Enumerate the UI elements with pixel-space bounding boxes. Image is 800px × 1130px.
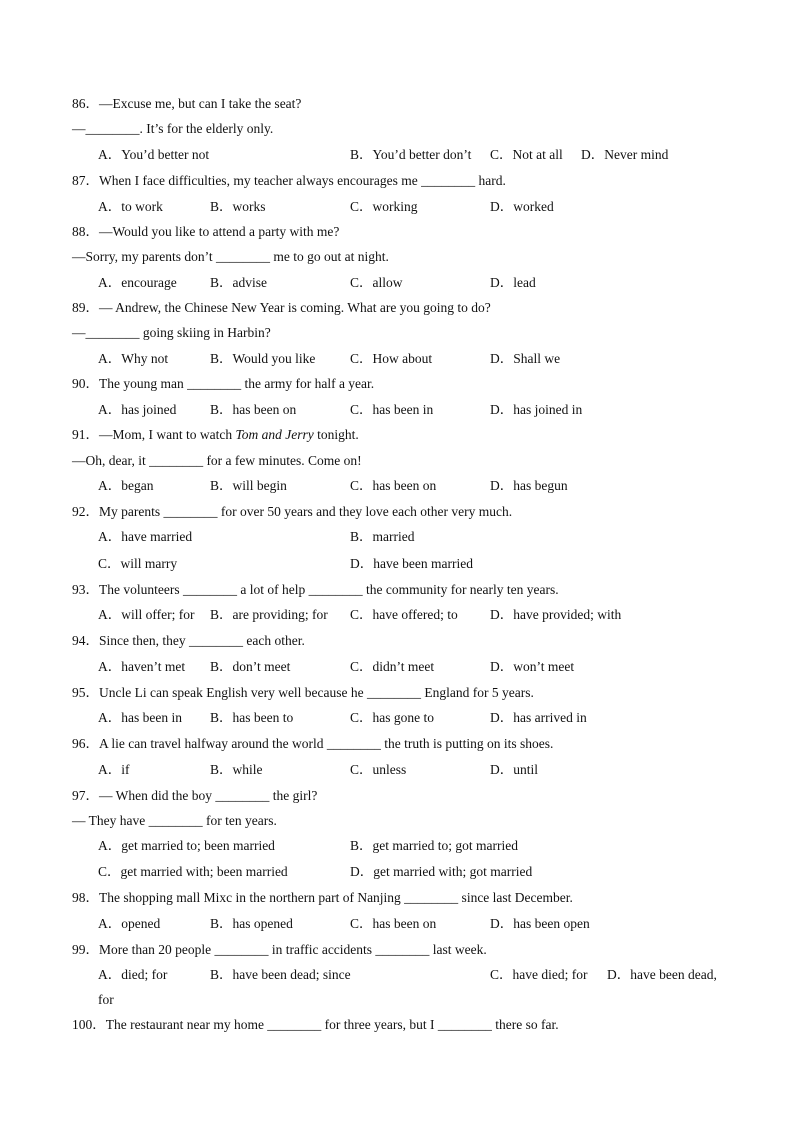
option-c: C．didn’t meet bbox=[350, 659, 435, 674]
option-c: C．working bbox=[350, 199, 418, 214]
question-91-stem-pre: 91．—Mom, I want to watch bbox=[72, 427, 236, 442]
option-a: A．began bbox=[98, 478, 154, 493]
question-98-options bbox=[0, 915, 800, 933]
question-93-stem: 93．The volunteers ________ a lot of help ________ the community for nearly ten years. bbox=[72, 582, 559, 597]
option-d: D．has begun bbox=[490, 478, 568, 493]
option-b: B．are providing; for bbox=[210, 607, 328, 622]
option-b: B．has been to bbox=[210, 710, 294, 725]
option-b: B．has been on bbox=[210, 402, 297, 417]
question-91-reply: —Oh, dear, it ________ for a few minutes. Come on! bbox=[72, 453, 362, 468]
option-a: A．to work bbox=[98, 199, 163, 214]
question-86-reply: —________. It’s for the elderly only. bbox=[72, 121, 274, 136]
question-87-options bbox=[0, 198, 800, 216]
question-87-stem: 87．When I face difficulties, my teacher always encourages me ________ hard. bbox=[72, 173, 506, 188]
question-88-reply: —Sorry, my parents don’t ________ me to go out at night. bbox=[72, 249, 389, 264]
question-89-stem: 89．— Andrew, the Chinese New Year is coming. What are you going to do? bbox=[72, 300, 491, 315]
question-88-options bbox=[0, 274, 800, 292]
option-c: C．has been in bbox=[350, 402, 434, 417]
question-97-stem: 97．— When did the boy ________ the girl? bbox=[72, 788, 318, 803]
question-88-stem: 88．—Would you like to attend a party with me? bbox=[72, 224, 340, 239]
question-90-stem: 90．The young man ________ the army for half a year. bbox=[72, 376, 375, 391]
question-93-options bbox=[0, 606, 800, 624]
option-a: A．get married to; been married bbox=[98, 838, 275, 853]
question-96-stem: 96．A lie can travel halfway around the world ________ the truth is putting on its shoes. bbox=[72, 736, 554, 751]
option-c: C．Not at all bbox=[490, 147, 563, 162]
question-90-options bbox=[0, 401, 800, 419]
option-d: D．Shall we bbox=[490, 351, 561, 366]
option-d: D．has joined in bbox=[490, 402, 583, 417]
question-91-stem bbox=[72, 426, 359, 444]
option-d-continued: for bbox=[98, 992, 114, 1007]
option-d: D．get married with; got married bbox=[350, 864, 533, 879]
question-95-options bbox=[0, 709, 800, 727]
question-98-stem: 98．The shopping mall Mixc in the northern part of Nanjing ________ since last December. bbox=[72, 890, 573, 905]
question-89-options bbox=[0, 350, 800, 368]
question-86-options bbox=[0, 146, 800, 164]
option-b: B．You’d better don’t bbox=[350, 147, 472, 162]
question-91-stem-post: tonight. bbox=[313, 427, 359, 442]
option-b: B．get married to; got married bbox=[350, 838, 518, 853]
question-89-reply: —________ going skiing in Harbin? bbox=[72, 325, 271, 340]
question-91-options bbox=[0, 477, 800, 495]
option-d: D．worked bbox=[490, 199, 554, 214]
option-a: A．encourage bbox=[98, 275, 177, 290]
question-92-stem: 92．My parents ________ for over 50 years and they love each other very much. bbox=[72, 504, 513, 519]
option-b: B．Would you like bbox=[210, 351, 316, 366]
option-c: C．unless bbox=[350, 762, 407, 777]
option-d: D．until bbox=[490, 762, 539, 777]
option-c: C．has gone to bbox=[350, 710, 434, 725]
option-d: D．have provided; with bbox=[490, 607, 622, 622]
option-c: C．has been on bbox=[350, 916, 437, 931]
option-b: B．married bbox=[350, 529, 415, 544]
option-c: C．have died; for bbox=[490, 967, 588, 982]
question-91-title: Tom and Jerry bbox=[235, 427, 314, 442]
option-b: B．has opened bbox=[210, 916, 293, 931]
option-a: A．has joined bbox=[98, 402, 177, 417]
question-94-stem: 94．Since then, they ________ each other. bbox=[72, 633, 305, 648]
option-b: B．while bbox=[210, 762, 263, 777]
option-b: B．works bbox=[210, 199, 266, 214]
question-96-options bbox=[0, 761, 800, 779]
option-b: B．will begin bbox=[210, 478, 287, 493]
option-d: D．have been dead, bbox=[607, 967, 717, 982]
question-100-stem: 100．The restaurant near my home ________ for three years, but I ________ there so far. bbox=[72, 1017, 559, 1032]
option-c: C．allow bbox=[350, 275, 403, 290]
question-92-options-row2 bbox=[0, 555, 800, 573]
option-c: C．will marry bbox=[98, 556, 178, 571]
question-97-options-row1 bbox=[0, 837, 800, 855]
question-86-stem: 86．—Excuse me, but can I take the seat? bbox=[72, 96, 302, 111]
option-a: A．haven’t met bbox=[98, 659, 186, 674]
option-d: D．has arrived in bbox=[490, 710, 587, 725]
option-a: A．will offer; for bbox=[98, 607, 195, 622]
option-d: D．won’t meet bbox=[490, 659, 575, 674]
option-a: A．You’d better not bbox=[98, 147, 210, 162]
option-d: D．lead bbox=[490, 275, 536, 290]
question-99-options bbox=[0, 966, 800, 984]
option-a: A．have married bbox=[98, 529, 193, 544]
option-a: A．opened bbox=[98, 916, 161, 931]
option-b: B．advise bbox=[210, 275, 267, 290]
option-d: D．Never mind bbox=[581, 147, 669, 162]
option-d: D．have been married bbox=[350, 556, 473, 571]
question-97-reply: — They have ________ for ten years. bbox=[72, 813, 277, 828]
option-c: C．How about bbox=[350, 351, 433, 366]
option-c: C．have offered; to bbox=[350, 607, 458, 622]
option-a: A．if bbox=[98, 762, 130, 777]
option-c: C．has been on bbox=[350, 478, 437, 493]
option-a: A．died; for bbox=[98, 967, 168, 982]
question-99-stem: 99．More than 20 people ________ in traffic accidents ________ last week. bbox=[72, 942, 487, 957]
option-d: D．has been open bbox=[490, 916, 590, 931]
question-92-options-row1 bbox=[0, 528, 800, 546]
question-97-options-row2 bbox=[0, 863, 800, 881]
option-b: B．have been dead; since bbox=[210, 967, 351, 982]
question-99-options-continued bbox=[0, 991, 800, 1009]
option-c: C．get married with; been married bbox=[98, 864, 288, 879]
option-a: A．has been in bbox=[98, 710, 182, 725]
question-94-options bbox=[0, 658, 800, 676]
option-b: B．don’t meet bbox=[210, 659, 291, 674]
question-95-stem: 95．Uncle Li can speak English very well because he ________ England for 5 years. bbox=[72, 685, 534, 700]
option-a: A．Why not bbox=[98, 351, 169, 366]
